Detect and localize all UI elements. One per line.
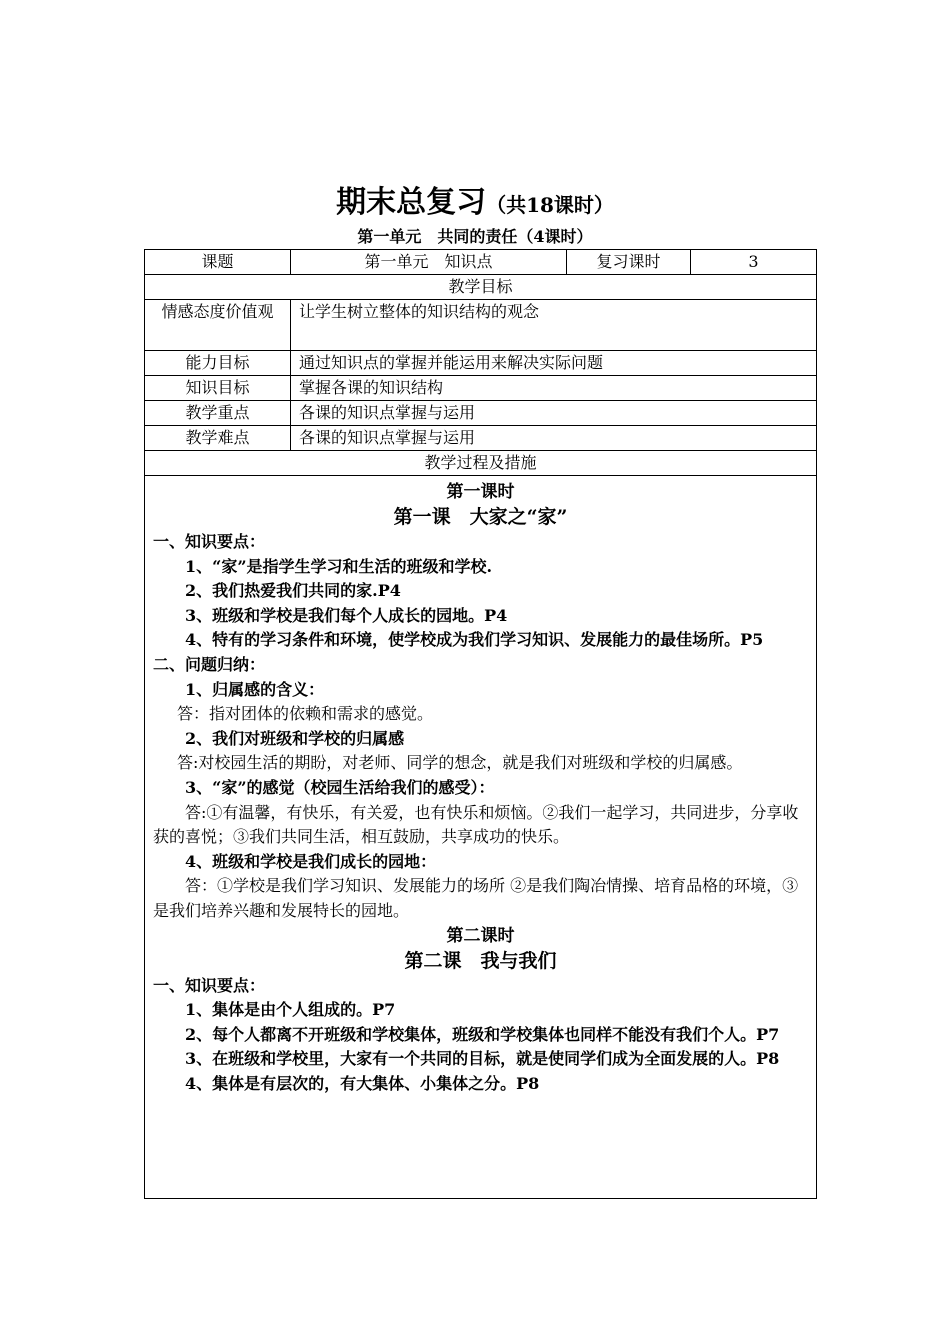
goal-value: 各课的知识点掌握与运用 (291, 426, 817, 451)
question: 3、“家”的感觉（校园生活给我们的感受）： (185, 777, 495, 797)
question: 2、我们对班级和学校的归属感 (185, 728, 405, 748)
lesson1-period: 第一课时 (446, 482, 515, 502)
hours-value: 3 (691, 250, 817, 275)
goal-row (145, 376, 817, 401)
lesson1-section-questions: 二、问题归纳： (153, 654, 266, 674)
goals-header: 教学目标 (145, 275, 817, 300)
goal-label: 知识目标 (145, 376, 291, 401)
lesson2-title: 第二课 我与我们 (404, 949, 557, 972)
topic-label: 课题 (145, 250, 291, 275)
answer: 答：①学校是我们学习知识、发展能力的场所 ②是我们陶冶情操、培育品格的环境，③是我们培养兴趣和发展特长的园地。 (153, 876, 799, 920)
knowledge-point: 4、集体是有层次的，有大集体、小集体之分。P8 (185, 1073, 540, 1093)
topic-row (145, 250, 817, 275)
title-main: 期末总复习 (336, 185, 487, 220)
goal-value: 通过知识点的掌握并能运用来解决实际问题 (291, 351, 817, 376)
topic-value: 第一单元 知识点 (291, 250, 567, 275)
process-header: 教学过程及措施 (145, 451, 817, 476)
answer: 答:①有温馨，有快乐，有关爱，也有快乐和烦恼。②我们一起学习，共同进步，分享收获的喜悦；③我们共同生活，相互鼓励，共享成功的快乐。 (153, 802, 799, 847)
knowledge-point: 1、集体是由个人组成的。P7 (185, 1000, 396, 1020)
goal-row (145, 401, 817, 426)
goal-value: 各课的知识点掌握与运用 (291, 401, 817, 426)
lesson-plan-table (144, 249, 817, 1199)
lesson1-title: 第一课 大家之“家” (393, 506, 568, 528)
goals-header-row (145, 275, 817, 300)
process-header-row (145, 451, 817, 476)
process-body (145, 476, 817, 1199)
answer: 答：指对团体的依赖和需求的感觉。 (177, 704, 434, 724)
answer: 答:对校园生活的期盼，对老师、同学的想念，就是我们对班级和学校的归属感。 (177, 753, 743, 773)
process-body-row (145, 476, 817, 1199)
hours-label: 复习课时 (567, 250, 691, 275)
lesson1-section-knowledge: 一、知识要点： (153, 532, 266, 551)
knowledge-point: 2、我们热爱我们共同的家.P4 (185, 581, 401, 601)
question: 1、归属感的含义： (185, 679, 325, 699)
knowledge-point: 3、在班级和学校里，大家有一个共同的目标，就是使同学们成为全面发展的人。P8 (185, 1049, 780, 1069)
goal-row (145, 426, 817, 451)
goal-value: 让学生树立整体的知识结构的观念 (291, 300, 817, 351)
goal-label: 能力目标 (145, 351, 291, 376)
lesson2-period: 第二课时 (446, 925, 515, 946)
goal-label: 情感态度价值观 (145, 300, 291, 351)
lesson2-section-knowledge: 一、知识要点： (153, 975, 266, 995)
knowledge-point: 1、“家”是指学生学习和生活的班级和学校. (185, 556, 493, 576)
knowledge-point: 2、每个人都离不开班级和学校集体，班级和学校集体也同样不能没有我们个人。P7 (185, 1024, 780, 1044)
goal-label: 教学重点 (145, 401, 291, 426)
goal-label: 教学难点 (145, 426, 291, 451)
question: 4、班级和学校是我们成长的园地： (185, 851, 437, 871)
goal-value: 掌握各课的知识结构 (291, 376, 817, 401)
knowledge-point: 3、班级和学校是我们每个人成长的园地。P4 (185, 605, 508, 625)
title-sub: （共18课时） (486, 193, 614, 217)
unit-heading: 第一单元 共同的责任（4课时） (357, 227, 593, 246)
goal-row (145, 351, 817, 376)
knowledge-point: 4、特有的学习条件和环境，使学校成为我们学习知识、发展能力的最佳场所。P5 (185, 630, 764, 650)
document-title (0, 184, 950, 226)
goal-row (145, 300, 817, 351)
